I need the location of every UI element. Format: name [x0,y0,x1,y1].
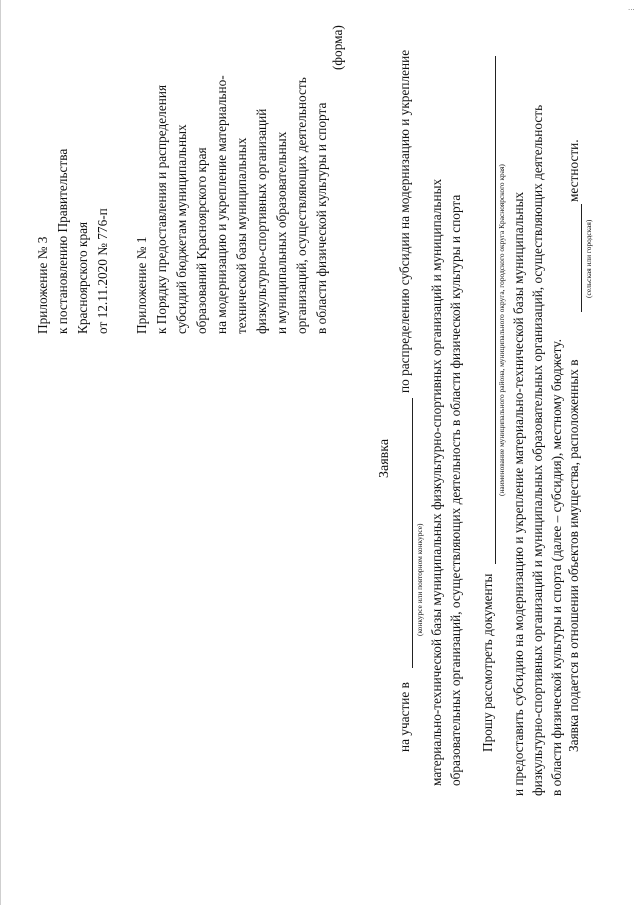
locality-blank [581,204,582,312]
header2-line: технической базы муниципальных [234,137,249,334]
header1-line: Красноярского края [75,221,90,334]
form-label: (форма) [330,25,345,70]
header1-line: от 12.11.2020 № 776-п [95,208,110,334]
competition-type-blank [412,398,413,668]
header2-line: в области физической культуры и спорта [314,102,329,334]
header2-line: субсидий бюджетам муниципальных [174,124,189,334]
competition-type-hint: (конкурсе или повторном конкурсе) [415,523,424,636]
request-prefix: Прошу рассмотреть документы [480,573,495,752]
intro-line: образовательных организаций, осуществляющих деятельность в области физической культуры и спорта [448,194,463,786]
header2-line: к Порядку предоставления и распределения [154,84,169,334]
locality-hint: (сельская или городская) [584,219,593,298]
request-line: и предоставить субсидию на модернизацию и укрепление материально-технической базы муниципальных [511,191,526,796]
request-line: в области физической культуры и спорта (далее – субсидия), местному бюджету. [549,339,564,796]
municipality-hint: (наименование муниципального района, муниципального округа, городского округа Красноярского края) [497,164,506,496]
header2-line: и муниципальных образовательных [274,131,289,334]
intro-prefix: на участие в [397,682,412,752]
locality-prefix: Заявка подается в отношении объектов имущества, расположенных в [566,359,581,752]
header1-line: к постановлению Правительства [55,148,70,334]
header2-line: физкультурно-спортивных организаций [254,108,269,334]
header2-line: организаций, осуществляющих деятельность [294,77,309,334]
document-title: Заявка [377,438,392,478]
document-sheet [20,22,620,882]
header2-line: Приложение № 1 [134,236,149,334]
header2-line: на модернизацию и укрепление материально- [214,75,229,334]
header1-line: Приложение № 3 [35,236,50,334]
intro-suffix: по распределению субсидии на модернизацию и укрепление [397,49,412,393]
scan-edge [0,0,1,905]
header2-line: образований Красноярского края [194,147,209,334]
scan-mark: ... [628,4,635,12]
locality-suffix: местности. [566,139,581,202]
intro-line: материально-технической базы муниципальных физкультурно-спортивных организаций и муниципальных [429,178,444,786]
request-line: физкультурно-спортивных организаций и муниципальных образовательных организаций, осуществляющих деятельность [530,104,545,796]
municipality-blank [495,56,496,564]
